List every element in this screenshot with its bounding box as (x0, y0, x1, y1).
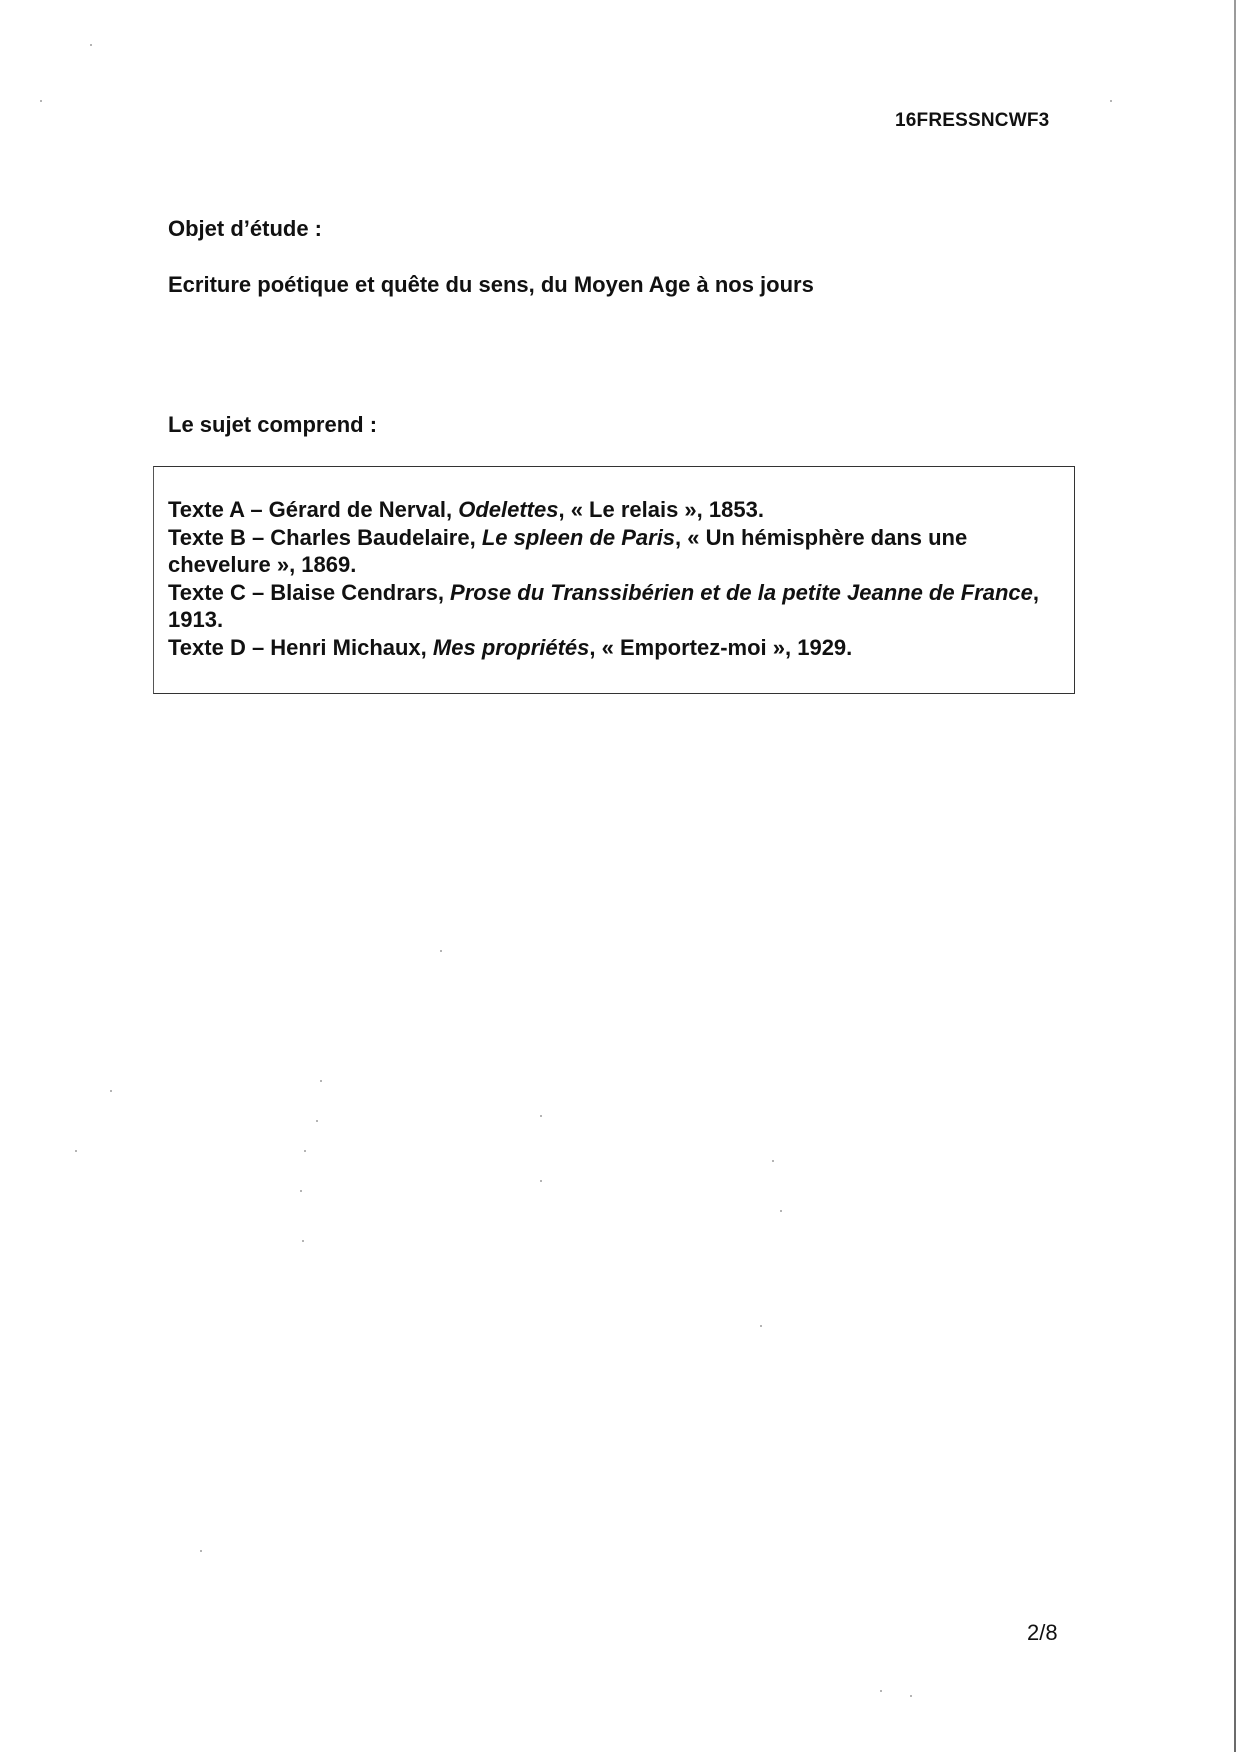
text-entry-prefix: Texte A – Gérard de Nerval, (168, 497, 459, 522)
scan-speck (540, 1180, 542, 1182)
scan-speck (880, 1690, 882, 1692)
objet-label: Objet d’étude : (168, 216, 322, 241)
scan-speck (910, 1695, 912, 1697)
scan-speck (304, 1150, 306, 1152)
scan-speck (772, 1160, 774, 1162)
text-entry-rest: , « Le relais », 1853. (558, 497, 764, 522)
scan-speck (760, 1325, 762, 1327)
scan-speck (300, 1190, 302, 1192)
text-entry-prefix: Texte B – Charles Baudelaire, (168, 524, 482, 550)
text-entry-a (168, 496, 1068, 524)
scan-speck (440, 950, 442, 952)
text-entry-prefix: Texte C – Blaise Cendrars, (168, 579, 451, 605)
text-entry-rest: , « Emportez-moi », 1929. (589, 634, 853, 660)
document-code: 16FRESSNCWF3 (895, 110, 1050, 131)
scan-speck (200, 1550, 202, 1552)
text-entry-c (168, 579, 1068, 634)
scan-speck (1110, 100, 1112, 102)
scan-speck (316, 1120, 318, 1122)
text-entry-d (168, 634, 1068, 662)
scan-speck (110, 1090, 112, 1092)
scan-speck (540, 1115, 542, 1117)
page-number: 2/8 (1027, 1620, 1058, 1645)
scan-speck (302, 1240, 304, 1242)
text-entry-prefix: Texte D – Henri Michaux, (168, 634, 433, 660)
text-entry-work: Odelettes (458, 497, 559, 522)
texts-box (153, 466, 1075, 694)
scan-speck (320, 1080, 322, 1082)
text-entry-work: Mes propriétés (432, 634, 590, 660)
objet-text: Ecriture poétique et quête du sens, du Moyen Age à nos jours (168, 272, 814, 297)
scan-speck (40, 100, 42, 102)
text-entry-work: Prose du Transsibérien et de la petite Jeanne de France (450, 579, 1033, 605)
text-entry-b (168, 524, 1068, 579)
scan-page-edge (1234, 0, 1236, 1752)
text-entry-rest: , 1913. (168, 579, 1039, 632)
scan-speck (780, 1210, 782, 1212)
text-entry-rest: , « Un hémisphère dans une chevelure », 1869. (168, 524, 968, 577)
sujet-label: Le sujet comprend : (168, 412, 378, 437)
scan-speck (75, 1150, 77, 1152)
scan-speck (90, 44, 92, 46)
texts-list (168, 496, 1068, 661)
text-entry-work: Le spleen de Paris (481, 524, 676, 550)
